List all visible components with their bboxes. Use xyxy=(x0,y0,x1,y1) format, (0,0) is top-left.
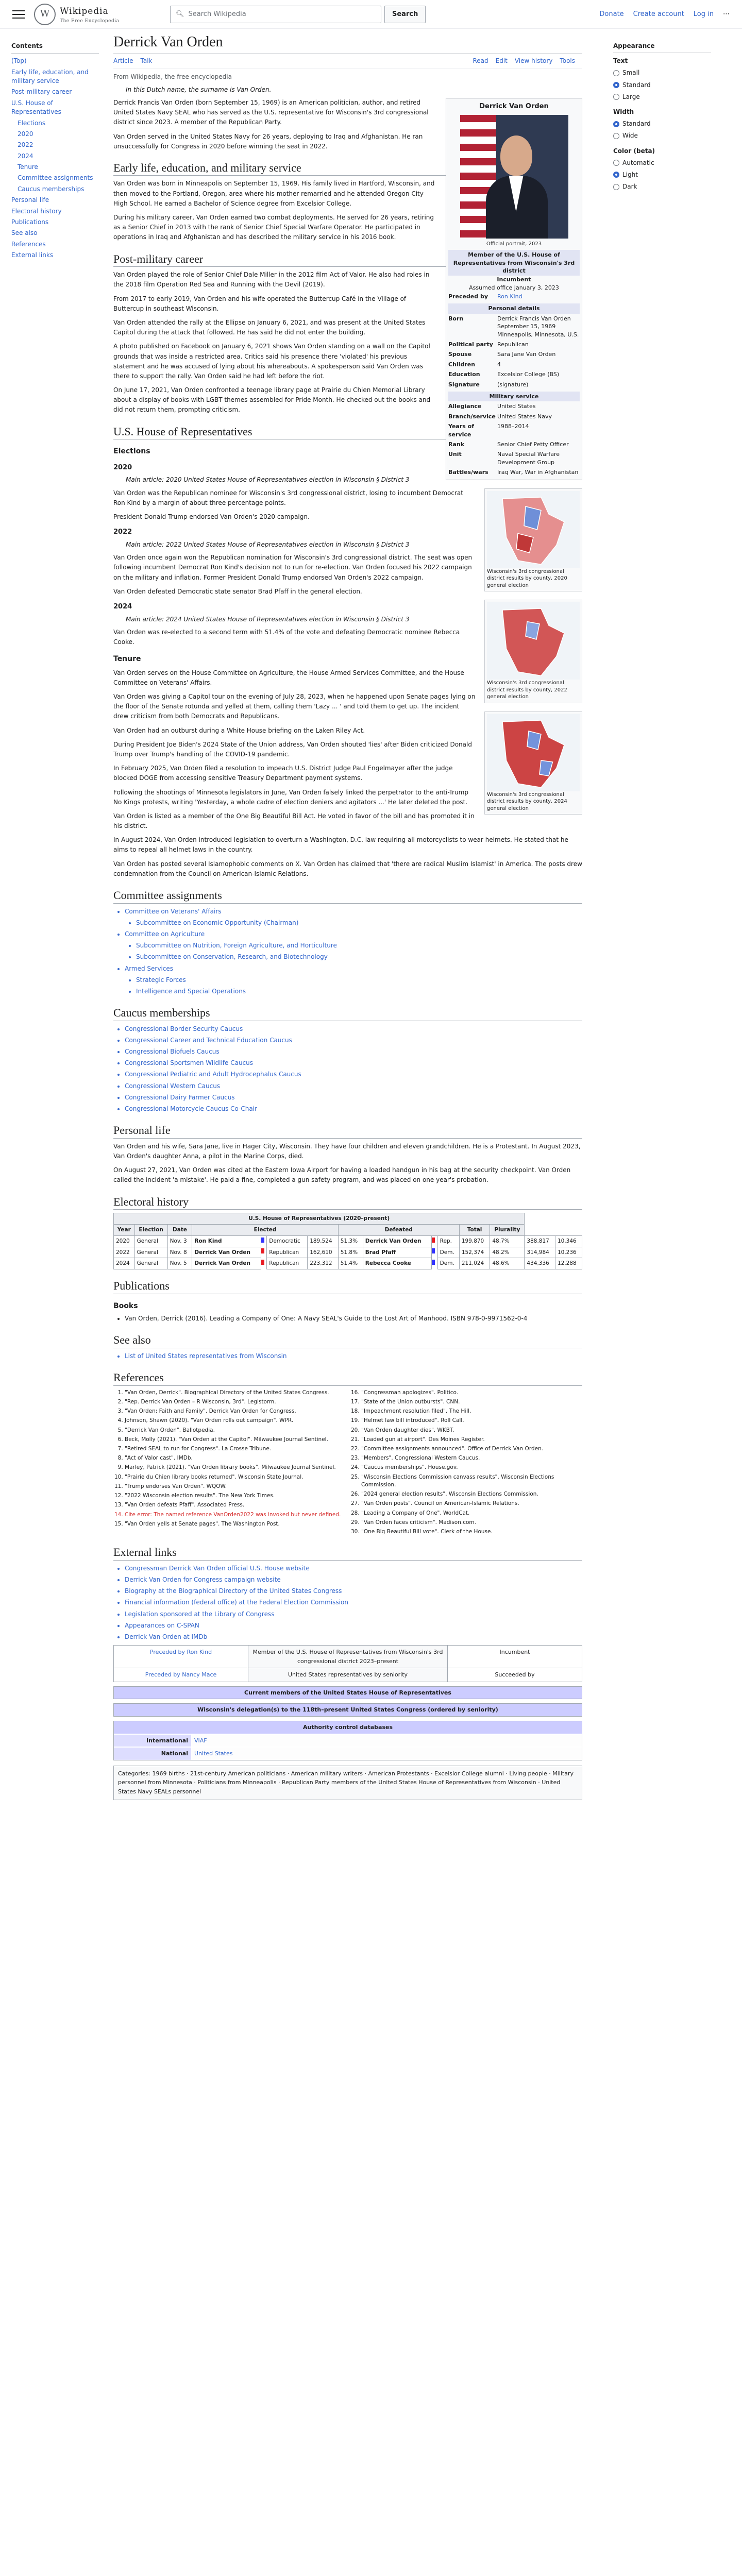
list-item[interactable]: • Congressional Border Security Caucus xyxy=(125,1024,582,1034)
map-caption: Wisconsin's 3rd congressional district results by county, 2024 general election xyxy=(487,791,567,811)
infobox-label: Rank xyxy=(448,440,465,448)
list-item[interactable]: • Financial information (federal office) at the Federal Election Commission xyxy=(125,1598,582,1607)
preceded-row: Preceded by Ron Kind xyxy=(448,293,522,300)
tab-tools[interactable]: Tools xyxy=(560,57,575,65)
tab-article[interactable]: Article xyxy=(113,57,133,65)
section-references: References xyxy=(113,1370,582,1386)
table-cell: Democratic xyxy=(267,1235,308,1247)
infobox-label: Political party xyxy=(448,341,493,348)
infobox-title: Derrick Van Orden xyxy=(479,102,549,110)
toc-item[interactable]: 2024 xyxy=(18,152,33,160)
infobox-row xyxy=(448,439,580,449)
table-cell: 10,236 xyxy=(555,1247,582,1258)
infobox-value: United States xyxy=(497,403,536,410)
infobox-row xyxy=(448,449,580,467)
paragraph: Van Orden has posted several Islamophobic comments on X. Van Orden has claimed that 'there are radical Muslim Islamist' in America. The posts drew condemnation from the Council on American-Islamic Relations. xyxy=(113,860,582,877)
paragraph: Van Orden once again won the Republican nomination for Wisconsin's 3rd congressional district. The seat was open following incumbent Democrat Ron Kind's decision not to run for re-election. Van Orden focused his 2022 campaign on the military and inflation. Former President Donald Trump endorsed Van Orden's 2022 campaign. xyxy=(113,554,473,581)
table-cell: 48.7% xyxy=(490,1235,525,1247)
office-heading: Member of the U.S. House of Representatives from Wisconsin's 3rd district xyxy=(448,250,580,276)
table-row xyxy=(114,1247,582,1258)
reference-item[interactable]: 28. "Leading a Company of One". WorldCat. xyxy=(361,1510,582,1517)
paragraph: During President Joe Biden's 2024 State of the Union address, Van Orden shouted 'lies' after Biden criticized Donald Trump over Trump's handling of the COVID-19 pandemic. xyxy=(113,740,472,758)
infobox-value: Iraq War, War in Afghanistan xyxy=(497,469,579,476)
toc-item[interactable]: External links xyxy=(11,251,54,259)
official-portrait[interactable] xyxy=(460,115,568,239)
external-links-list xyxy=(113,1564,582,1642)
list-item[interactable]: • Congressman Derrick Van Orden official U.S. House website xyxy=(125,1564,582,1573)
lead-paragraph: Van Orden served in the United States Navy for 26 years, deploying to Iraq and Afghanistan. He ran unsuccessfully for Congress in 2020 before winning the seat in 2022. xyxy=(113,132,423,150)
paragraph: Van Orden had an outburst during a White House briefing on the Laken Riley Act. xyxy=(113,726,365,734)
table-cell: 48.2% xyxy=(490,1247,525,1258)
subsection-2020: 2020 xyxy=(113,463,132,471)
tab-read[interactable]: Read xyxy=(473,57,488,65)
portrait-caption: Official portrait, 2023 xyxy=(486,241,542,247)
book-list xyxy=(113,1314,582,1324)
paragraph: Van Orden was born in Minneapolis on September 15, 1969. His family lived in Hartford, Wisconsin, and then moved to the Portland, Oregon, area where his mother remarried and he attended Oregon City High School. He earned a Bachelor of Science degree from Excelsior College. xyxy=(113,180,435,207)
color-dark-radio[interactable]: Dark xyxy=(613,182,711,192)
section-post-military: Post-military career xyxy=(113,252,582,267)
reference-item[interactable]: 12. "2022 Wisconsin election results". The New York Times. xyxy=(125,1492,346,1500)
reference-item[interactable]: 22. "Committee assignments announced". Office of Derrick Van Orden. xyxy=(361,1445,582,1453)
reference-item[interactable]: 7. "Retired SEAL to run for Congress". La Crosse Tribune. xyxy=(125,1445,346,1453)
search-icon: 🔍︎ xyxy=(176,10,184,18)
subsection-2024: 2024 xyxy=(113,602,132,611)
reference-item[interactable]: 29. "Van Orden faces criticism". Madison.com. xyxy=(361,1519,582,1527)
infobox-value: Derrick Francis Van Orden September 15, 1969 Minneapolis, Minnesota, U.S. xyxy=(497,315,579,338)
tab-talk[interactable]: Talk xyxy=(140,57,153,65)
list-item[interactable]: • Derrick Van Orden for Congress campaign website xyxy=(125,1575,582,1585)
toc-item[interactable]: 2022 xyxy=(18,141,33,149)
hatnote: In this Dutch name, the surname is Van Orden. xyxy=(126,86,272,93)
toc-item[interactable]: Electoral history xyxy=(11,207,62,215)
reference-item[interactable]: 18. "Impeachment resolution filed". The Hill. xyxy=(361,1408,582,1415)
subsection-books: Books xyxy=(113,1301,138,1310)
reference-item[interactable]: 4. Johnson, Shawn (2020). "Van Orden rolls out campaign". WPR. xyxy=(125,1417,346,1425)
list-item[interactable]: • Congressional Dairy Farmer Caucus xyxy=(125,1093,582,1103)
section-see-also: See also xyxy=(113,1333,582,1348)
infobox-value: Republican xyxy=(497,341,529,348)
table-cell: Nov. 5 xyxy=(167,1258,192,1269)
map-image xyxy=(487,714,580,791)
map-caption: Wisconsin's 3rd congressional district results by county, 2020 general election xyxy=(487,568,567,588)
list-item[interactable]: • Subcommittee on Conservation, Research, and Biotechnology xyxy=(136,952,582,962)
reference-list xyxy=(113,1389,582,1536)
paragraph: In August 2024, Van Orden introduced legislation to overturn a Washington, D.C. law requiring all motorcyclists to wear helmets. He stated that he aims to repeal all helmet laws in the country. xyxy=(113,836,568,854)
site-header xyxy=(0,0,742,29)
list-item[interactable]: • Congressional Sportsmen Wildlife Caucus xyxy=(125,1058,582,1068)
table-cell: 189,524 xyxy=(308,1235,339,1247)
reference-item[interactable]: 13. "Van Orden defeats Pfaff". Associated Press. xyxy=(125,1501,346,1509)
tagline: From Wikipedia, the free encyclopedia xyxy=(113,73,232,80)
toc-item[interactable]: Personal life xyxy=(11,196,49,204)
district-map-2022[interactable] xyxy=(484,600,582,703)
main-menu-icon[interactable] xyxy=(12,10,25,19)
table-cell: Ron Kind xyxy=(192,1235,261,1247)
paragraph: Van Orden played the role of Senior Chief Dale Miller in the 2012 film Act of Valor. He also had roles in the 2018 film Operation Red Sea and Running with the Devil (2019). xyxy=(113,271,430,289)
infobox-row xyxy=(448,467,580,477)
page-toolbar xyxy=(113,56,582,69)
list-item[interactable]: • Derrick Van Orden at IMDb xyxy=(125,1632,582,1642)
table-cell: 12,288 xyxy=(555,1258,582,1269)
table-cell: General xyxy=(134,1247,167,1258)
main-article-link[interactable]: Main article: 2020 United States House of Representatives election in Wisconsin § District 3 xyxy=(126,476,410,484)
list-item[interactable]: • Intelligence and Special Operations xyxy=(136,987,582,996)
infobox-value: (signature) xyxy=(497,381,529,388)
width-standard-radio[interactable]: Standard xyxy=(613,119,711,129)
table-cell: Rep. xyxy=(437,1235,459,1247)
incumbent-label: Incumbent xyxy=(497,276,531,283)
reference-item[interactable]: 27. "Van Orden posts". Council on American-Islamic Relations. xyxy=(361,1500,582,1507)
infobox xyxy=(446,98,582,480)
subsection-elections: Elections xyxy=(113,447,150,456)
section-electoral-history: Electoral history xyxy=(113,1195,582,1210)
table-cell: 51.4% xyxy=(338,1258,363,1269)
list-item[interactable]: • Strategic Forces xyxy=(136,975,582,985)
paragraph: President Donald Trump endorsed Van Orden's 2020 campaign. xyxy=(113,513,310,520)
toc-item[interactable]: Publications xyxy=(11,218,49,226)
table-cell: Derrick Van Orden xyxy=(192,1247,261,1258)
infobox-row xyxy=(448,421,580,439)
infobox-row xyxy=(448,380,580,389)
party-color-swatch xyxy=(261,1260,264,1265)
party-color-swatch xyxy=(432,1248,435,1253)
table-cell: General xyxy=(134,1235,167,1247)
electoral-table: U.S. House of Representatives (2020–present) Year Election Date Elected Defeated Total Plurality 2020 General Nov. 3 Ron Kind Democratic 189,524 51.3% Derrick Van Orden Rep. 199,870 48.7% 388,817 10,346 2022 General Nov. 8 Derrick Van Orden Republican 162,610 51.8% Brad Pfaff Dem. 152,374 48.2% 314,984 10,236 2024 General Nov. 5 Derrick Van Orden Republican 223,312 51.4% Rebecca Cooke Dem. 211,024 48.6% 434,336 12,288 xyxy=(113,1213,582,1269)
toc-item[interactable]: Committee assignments xyxy=(18,174,93,182)
list-item[interactable]: • Congressional Western Caucus xyxy=(125,1081,582,1091)
list-item[interactable]: • Appearances on C-SPAN xyxy=(125,1621,582,1631)
committee-list xyxy=(113,907,582,997)
paragraph: During his military career, Van Orden earned two combat deployments. He served for 26 years, retiring as a Senior Chief in 2013 with the rank of Senior Chief Special Warfare Operator. He participated in operations in Iraq and Afghanistan and has described the military service in his 2016 book. xyxy=(113,214,434,241)
search-input[interactable]: 🔍︎ Search Wikipedia xyxy=(170,6,381,23)
infobox-label: Years of service xyxy=(448,423,474,438)
reference-item[interactable]: 26. "2024 general election results". Wisconsin Elections Commission. xyxy=(361,1490,582,1498)
wikipedia-logo[interactable]: W xyxy=(34,4,56,25)
reference-item[interactable]: 23. "Members". Congressional Western Caucus. xyxy=(361,1454,582,1462)
district-map-2020[interactable] xyxy=(484,488,582,592)
infobox-value: Excelsior College (BS) xyxy=(497,371,560,378)
text-large-radio[interactable]: Large xyxy=(613,92,711,102)
toc-item[interactable]: Early life, education, and military service xyxy=(11,68,89,84)
toc-item[interactable]: Caucus memberships xyxy=(18,185,85,193)
text-standard-radio[interactable]: Standard xyxy=(613,80,711,90)
infobox-value: Senior Chief Petty Officer xyxy=(497,440,569,448)
reference-item[interactable]: 19. "Helmet law bill introduced". Roll Call. xyxy=(361,1417,582,1425)
wordmark[interactable]: Wikipedia The Free Encyclopedia xyxy=(60,6,120,24)
infobox-label: Born xyxy=(448,315,464,322)
navbox: Wisconsin's delegation(s) to the 118th–present United States Congress (ordered by seniority) xyxy=(113,1703,582,1717)
paragraph: Van Orden was re-elected to a second term with 51.4% of the vote and defeating Democratic nominee Rebecca Cooke. xyxy=(113,628,460,646)
table-cell: Republican xyxy=(267,1258,308,1269)
district-map-2024[interactable] xyxy=(484,711,582,815)
appearance-heading: Appearance xyxy=(613,41,711,53)
toc-list xyxy=(11,57,99,260)
toc-item[interactable]: 2020 xyxy=(18,130,33,138)
table-cell: 223,312 xyxy=(308,1258,339,1269)
reference-item[interactable]: 15. "Van Orden yells at Senate pages". The Washington Post. xyxy=(125,1520,346,1528)
paragraph: Van Orden attended the rally at the Ellipse on January 6, 2021, and was present at the United States Capitol during the attack that followed. He has said he did not enter the building. xyxy=(113,318,426,336)
page-title: Derrick Van Orden xyxy=(113,33,582,54)
toc-heading: Contents xyxy=(11,41,99,54)
reference-item[interactable]: 8. "Act of Valor cast". IMDb. xyxy=(125,1454,346,1462)
electoral-table-title: U.S. House of Representatives (2020–present) xyxy=(114,1213,525,1225)
reference-item[interactable]: 2. "Rep. Derrick Van Orden – R Wisconsin, 3rd". Legistorm. xyxy=(125,1398,346,1406)
reference-item[interactable]: 6. Beck, Molly (2021). "Van Orden at the Capitol". Milwaukee Journal Sentinel. xyxy=(125,1436,346,1444)
paragraph: In February 2025, Van Orden filed a resolution to impeach U.S. District Judge Paul Engelmayer after the judge blocked DOGE from accessing sensitive Treasury Department payment systems. xyxy=(113,765,453,782)
table-cell: Republican xyxy=(267,1247,308,1258)
color-light-radio[interactable]: Light xyxy=(613,170,711,180)
infobox-row xyxy=(448,314,580,340)
table-cell: 314,984 xyxy=(525,1247,555,1258)
reference-item[interactable]: 21. "Loaded gun at airport". Des Moines Register. xyxy=(361,1436,582,1444)
section-committees: Committee assignments xyxy=(113,888,582,904)
reference-item[interactable]: 14. Cite error: The named reference VanOrden2022 was invoked but never defined. xyxy=(125,1511,346,1519)
reference-item[interactable]: 17. "State of the Union outbursts". CNN. xyxy=(361,1398,582,1406)
table-cell: 211,024 xyxy=(459,1258,490,1269)
list-item[interactable]: • Congressional Motorcycle Caucus Co-Chair xyxy=(125,1104,582,1114)
infobox-value: United States Navy xyxy=(497,413,552,420)
list-item[interactable]: • Legislation sponsored at the Library of Congress xyxy=(125,1609,582,1619)
list-item[interactable]: • Committee on Veterans' Affairs xyxy=(125,907,582,917)
caucus-list xyxy=(113,1024,582,1114)
list-item[interactable]: • Subcommittee on Economic Opportunity (Chairman) xyxy=(136,918,582,928)
infobox-row xyxy=(448,349,580,359)
reference-item[interactable]: 20. "Van Orden daughter dies". WKBT. xyxy=(361,1427,582,1434)
width-wide-radio[interactable]: Wide xyxy=(613,131,711,141)
table-cell: Derrick Van Orden xyxy=(363,1235,432,1247)
military-details xyxy=(448,401,580,477)
table-cell: Derrick Van Orden xyxy=(192,1258,261,1269)
table-cell: 199,870 xyxy=(459,1235,490,1247)
personal-tools xyxy=(599,9,730,20)
section-personal-life: Personal life xyxy=(113,1123,582,1139)
paragraph: Van Orden was the Republican nominee for Wisconsin's 3rd congressional district, losing to incumbent Democrat Ron Kind by a margin of about three percentage points. xyxy=(113,489,463,506)
table-cell: 388,817 xyxy=(525,1235,555,1247)
section-publications: Publications xyxy=(113,1279,582,1294)
list-item[interactable]: • Congressional Pediatric and Adult Hydrocephalus Caucus xyxy=(125,1070,582,1079)
party-color-swatch xyxy=(261,1238,264,1243)
succession-box: Preceded by Ron Kind Member of the U.S. House of Representatives from Wisconsin's 3rd congressional district 2023–present Incumbent Preceded by Nancy Mace United States representatives by seniority Succeeded by xyxy=(113,1645,582,1682)
reference-item[interactable]: 10. "Prairie du Chien library books returned". Wisconsin State Journal. xyxy=(125,1473,346,1481)
paragraph: Van Orden serves on the House Committee on Agriculture, the House Armed Services Committee, and the House Committee on Veterans' Affairs. xyxy=(113,669,464,686)
toc-item[interactable]: Elections xyxy=(18,119,46,127)
more-options-icon[interactable]: ⋯ xyxy=(723,10,730,18)
infobox-value: Sara Jane Van Orden xyxy=(497,351,556,358)
list-item[interactable]: • Biography at the Biographical Directory of the United States Congress xyxy=(125,1586,582,1596)
paragraph: Van Orden and his wife, Sara Jane, live in Hager City, Wisconsin. They have four children and eleven grandchildren. He is a Protestant. In August 2023, Van Orden's daughter Anna, a pilot in the Marine Corps, died. xyxy=(113,1142,581,1160)
list-item[interactable]: • Subcommittee on Nutrition, Foreign Agriculture, and Horticulture xyxy=(136,941,582,951)
section-house: U.S. House of Representatives xyxy=(113,425,582,440)
table-cell: 152,374 xyxy=(459,1247,490,1258)
infobox-label: Spouse xyxy=(448,351,472,358)
infobox-label: Signature xyxy=(448,381,480,388)
reference-item[interactable]: 1. "Van Orden, Derrick". Biographical Directory of the United States Congress. xyxy=(125,1389,346,1397)
personal-details-heading: Personal details xyxy=(448,303,580,313)
toc-item[interactable]: Tenure xyxy=(18,163,38,171)
table-row xyxy=(114,1258,582,1269)
list-item[interactable]: • Committee on Agriculture xyxy=(125,929,582,939)
table-of-contents xyxy=(11,41,99,262)
tab-history[interactable]: View history xyxy=(514,57,553,65)
list-item[interactable]: • Congressional Career and Technical Education Caucus xyxy=(125,1036,582,1045)
table-cell: 10,346 xyxy=(555,1235,582,1247)
main-article-link[interactable]: Main article: 2024 United States House of Representatives election in Wisconsin § District 3 xyxy=(126,615,410,623)
list-item[interactable]: • Armed Services xyxy=(125,964,582,974)
infobox-label: Allegiance xyxy=(448,403,482,410)
paragraph: Following the shootings of Minnesota legislators in June, Van Orden falsely linked the perpetrator to the anti-Trump No Kings protests, writing 'Yesterday, a whole cadre of election deniers and agitators ...' He later deleted the post. xyxy=(113,788,468,806)
infobox-value: Naval Special Warfare Development Group xyxy=(497,451,560,466)
toc-item[interactable]: Post-military career xyxy=(11,88,72,96)
see-also-list xyxy=(113,1351,582,1361)
table-row xyxy=(114,1235,582,1247)
donate-link[interactable]: Donate xyxy=(599,10,624,18)
toc-item[interactable]: U.S. House of Representatives xyxy=(11,99,61,116)
paragraph: On June 17, 2021, Van Orden confronted a teenage library page at Prairie du Chien Memorial Library about a display of books with LGBT themes assembled for Pride Month. He checked out the books and did not return them, prompting criticism. xyxy=(113,386,431,414)
section-external-links: External links xyxy=(113,1545,582,1561)
party-color-swatch xyxy=(432,1260,435,1265)
table-cell: 434,336 xyxy=(525,1258,555,1269)
reference-item[interactable]: 5. "Derrick Van Orden". Ballotpedia. xyxy=(125,1427,346,1434)
paragraph: Van Orden defeated Democratic state senator Brad Pfaff in the general election. xyxy=(113,587,362,595)
subsection-2022: 2022 xyxy=(113,528,132,536)
table-cell: 2024 xyxy=(114,1258,135,1269)
authority-control: Authority control databases International VIAF National United States xyxy=(113,1721,582,1760)
party-color-swatch xyxy=(261,1248,264,1253)
article-content xyxy=(113,33,582,1800)
military-service-heading: Military service xyxy=(448,392,580,401)
table-cell: General xyxy=(134,1258,167,1269)
infobox-row xyxy=(448,360,580,369)
infobox-row xyxy=(448,340,580,349)
subsection-tenure: Tenure xyxy=(113,655,141,664)
infobox-label: Education xyxy=(448,371,480,378)
table-cell: 2022 xyxy=(114,1247,135,1258)
text-small-radio[interactable]: Small xyxy=(613,68,711,78)
table-cell: Dem. xyxy=(437,1247,459,1258)
search-button[interactable]: Search xyxy=(384,6,426,23)
table-cell: Rebecca Cooke xyxy=(363,1258,432,1269)
paragraph: From 2017 to early 2019, Van Orden and his wife operated the Buttercup Café in the Village of Buttercup in southeast Wisconsin. xyxy=(113,295,407,312)
paragraph: A photo published on Facebook on January 6, 2021 shows Van Orden standing on a wall on the Capitol grounds that was inside a restricted area. Critics said his presence there 'violated' his previous statement and he was accused of lying about his whereabouts. A spokesperson said Van Orden was there to support the rally. Van Orden said he had left before the riot. xyxy=(113,343,430,380)
infobox-value: 4 xyxy=(497,361,501,368)
table-cell: 51.3% xyxy=(338,1235,363,1247)
reference-item[interactable]: 16. "Congressman apologizes". Politico. xyxy=(361,1389,582,1397)
reference-item[interactable]: 9. Marley, Patrick (2021). "Van Orden library books". Milwaukee Journal Sentinel. xyxy=(125,1464,346,1471)
tab-edit[interactable]: Edit xyxy=(495,57,508,65)
infobox-row xyxy=(448,369,580,379)
reference-item[interactable]: 3. "Van Orden: Faith and Family". Derrick Van Orden for Congress. xyxy=(125,1408,346,1415)
infobox-row xyxy=(448,401,580,411)
reference-item[interactable]: 11. "Trump endorses Van Orden". WQOW. xyxy=(125,1483,346,1490)
map-image xyxy=(487,602,580,680)
paragraph: Van Orden is listed as a member of the One Big Beautiful Bill Act. He voted in favor of the bill and has promoted it in his district. xyxy=(113,812,475,830)
paragraph: Van Orden was giving a Capitol tour on the evening of July 28, 2023, when he happened upon Senate pages lying on the floor of the Senate rotunda and yelled at them, calling them 'Lazy ... ' and told them to get up. The incident drew criticism from both Democrats and Republicans. xyxy=(113,693,476,720)
reference-item[interactable]: 25. "Wisconsin Elections Commission canvass results". Wisconsin Elections Commission. xyxy=(361,1473,582,1489)
table-cell: 51.8% xyxy=(338,1247,363,1258)
table-cell: 48.6% xyxy=(490,1258,525,1269)
infobox-row xyxy=(448,412,580,421)
category-links[interactable]: Categories: 1969 births · 21st-century American politicians · American military writers · American Protestants · Excelsior College alumni · Living people · Military personnel from Minnesota · Politicians from Minneapolis · Republican Party members of the United States House of Representatives from Wisconsin · United States Navy SEALs personnel xyxy=(113,1766,582,1800)
party-color-swatch xyxy=(432,1238,435,1243)
map-caption: Wisconsin's 3rd congressional district results by county, 2022 general election xyxy=(487,680,567,700)
toc-item[interactable]: References xyxy=(11,240,46,248)
toc-item[interactable]: See also xyxy=(11,229,38,237)
table-cell: Dem. xyxy=(437,1258,459,1269)
table-cell: Nov. 8 xyxy=(167,1247,192,1258)
infobox-label: Branch/service xyxy=(448,413,496,420)
table-cell: Nov. 3 xyxy=(167,1235,192,1247)
section-caucuses: Caucus memberships xyxy=(113,1006,582,1021)
table-cell: 162,610 xyxy=(308,1247,339,1258)
infobox-label: Children xyxy=(448,361,476,368)
create-account-link[interactable]: Create account xyxy=(633,10,684,18)
color-auto-radio[interactable]: Automatic xyxy=(613,158,711,168)
toc-item[interactable]: (Top) xyxy=(11,57,27,65)
infobox-value: 1988–2014 xyxy=(497,423,529,430)
appearance-panel: Appearance Text Small Standard Large Width Standard Wide Color (beta) Automatic Light Dark xyxy=(613,41,711,194)
table-cell: Brad Pfaff xyxy=(363,1247,432,1258)
section-early-life: Early life, education, and military service xyxy=(113,161,582,176)
list-item[interactable]: • List of United States representatives from Wisconsin xyxy=(125,1351,582,1361)
list-item: • Van Orden, Derrick (2016). Leading a Company of One: A Navy SEAL's Guide to the Lost Art of Manhood. ISBN 978-0-9971562-0-4 xyxy=(125,1314,582,1324)
infobox-label: Unit xyxy=(448,451,462,458)
table-cell: 2020 xyxy=(114,1235,135,1247)
map-image xyxy=(487,491,580,568)
infobox-label: Battles/wars xyxy=(448,469,488,476)
reference-item[interactable]: 24. "Caucus memberships". House.gov. xyxy=(361,1464,582,1471)
personal-details xyxy=(448,314,580,389)
list-item[interactable]: • Congressional Biofuels Caucus xyxy=(125,1047,582,1057)
assumed-office: Assumed office January 3, 2023 xyxy=(469,284,559,291)
login-link[interactable]: Log in xyxy=(693,10,714,18)
navbox: Current members of the United States House of Representatives xyxy=(113,1686,582,1700)
main-article-link[interactable]: Main article: 2022 United States House of Representatives election in Wisconsin § District 3 xyxy=(126,540,410,548)
reference-item[interactable]: 30. "One Big Beautiful Bill vote". Clerk of the House. xyxy=(361,1528,582,1536)
lead-paragraph: Derrick Francis Van Orden (born September 15, 1969) is an American politician, author, and retired United States Navy SEAL who has served as the U.S. representative for Wisconsin's 3rd congressional district since 2023. A member of the Republican Party. xyxy=(113,98,429,126)
paragraph: On August 27, 2021, Van Orden was cited at the Eastern Iowa Airport for having a loaded handgun in his bag at the security checkpoint. Van Orden called the incident 'a mistake'. He paid a fine, completed a gun safety program, and was placed on one year's probation. xyxy=(113,1166,571,1184)
